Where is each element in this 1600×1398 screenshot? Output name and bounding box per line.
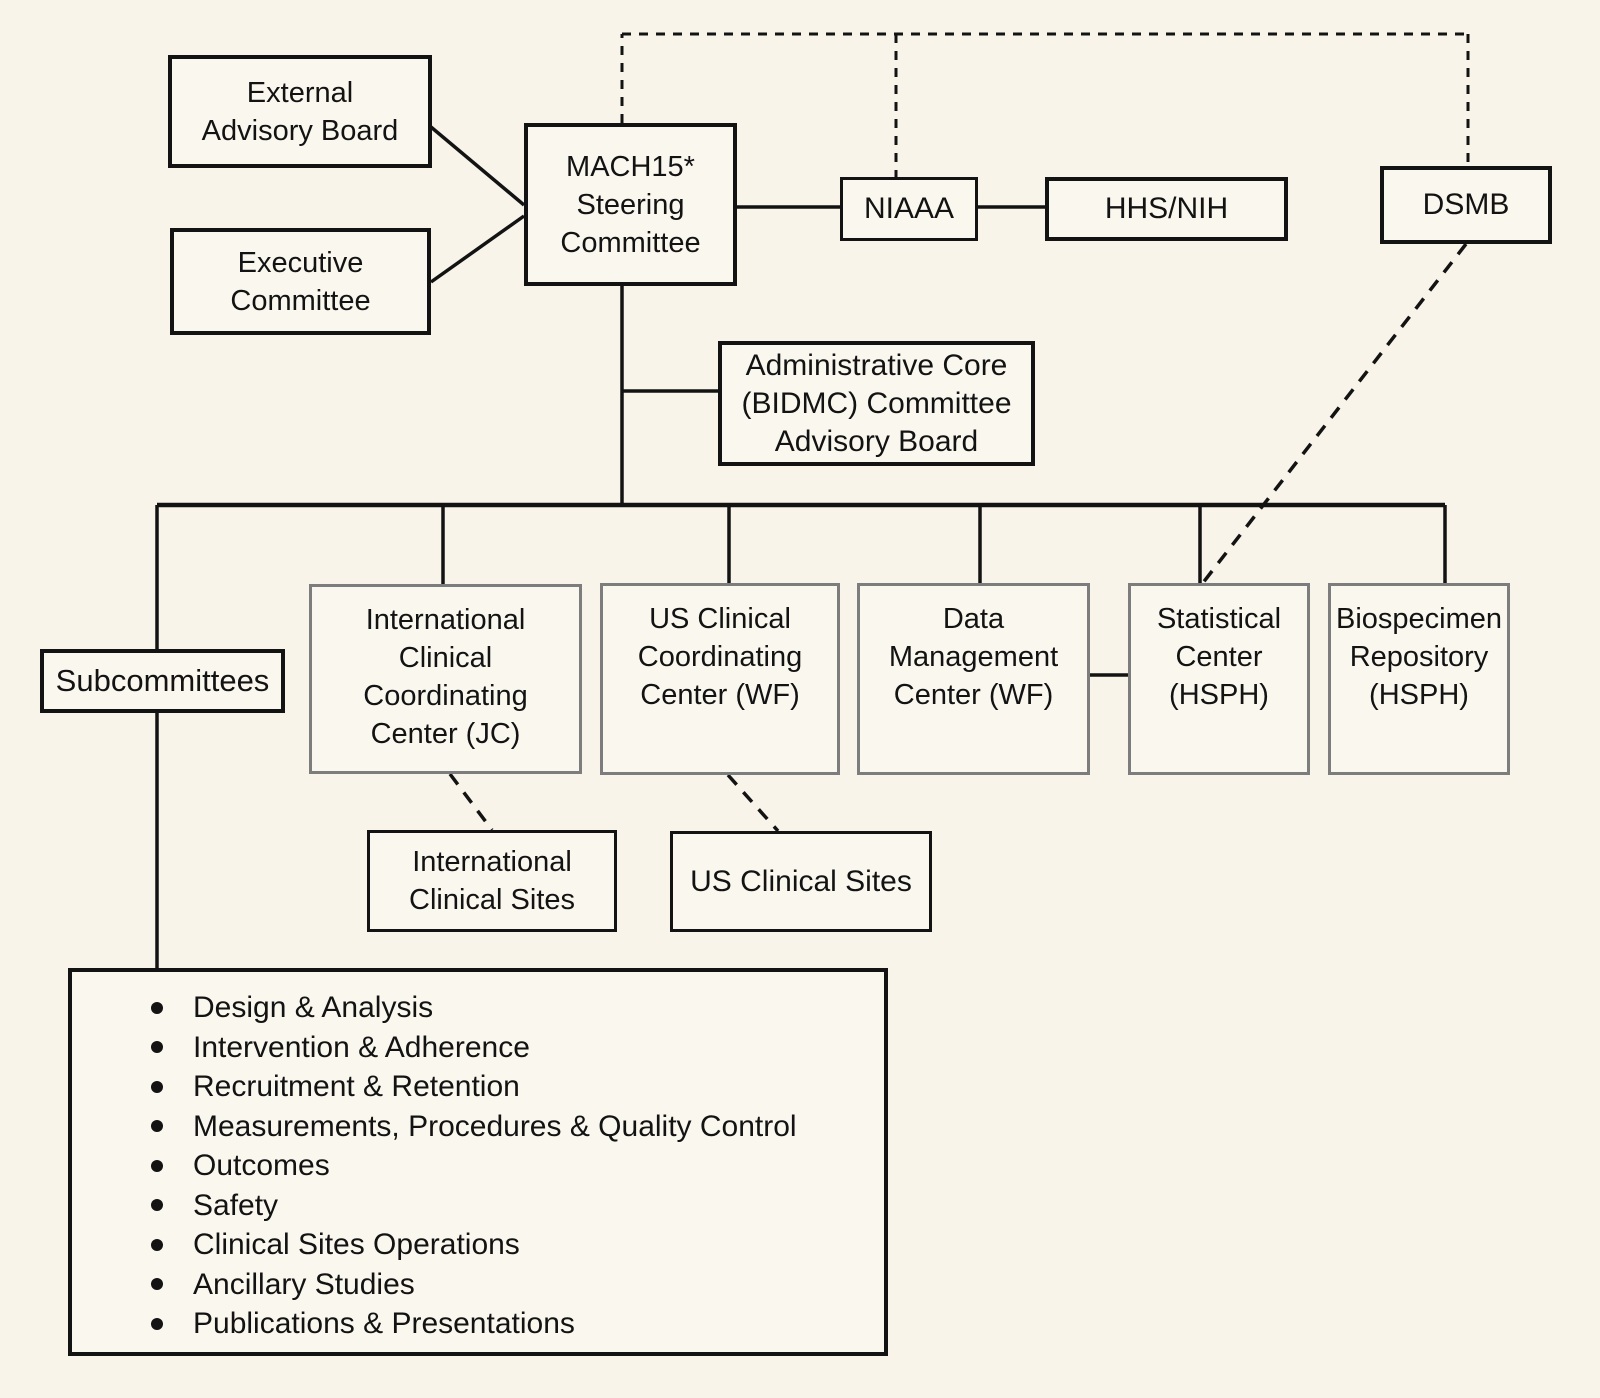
- connector-executive-to-steering: [431, 216, 524, 282]
- node-subcommittees: [40, 649, 285, 713]
- bullet-icon: [151, 1278, 163, 1290]
- subcommittee-list: [72, 972, 884, 1344]
- node-label-line: Center (WF): [893, 679, 1054, 711]
- list-item: [151, 1146, 874, 1186]
- node-statistical-center: [1128, 583, 1310, 775]
- node-label-line: US Clinical: [649, 603, 791, 635]
- node-label-line: Steering: [576, 188, 685, 221]
- list-item-label: Publications & Presentations: [193, 1307, 575, 1340]
- node-label-line: US Clinical Sites: [690, 864, 912, 898]
- bullet-icon: [151, 1239, 163, 1251]
- node-label-line: NIAAA: [863, 192, 955, 225]
- node-label-line: HHS/NIH: [1104, 192, 1229, 225]
- node-label-line: Committee: [560, 226, 701, 259]
- list-item: [151, 1028, 874, 1068]
- node-label-line: Statistical: [1156, 603, 1282, 635]
- node-label-line: (HSPH): [1369, 679, 1469, 711]
- node-executive-committee: [170, 228, 431, 335]
- list-item-label: Recruitment & Retention: [193, 1070, 520, 1103]
- node-label-line: Data: [942, 603, 1005, 635]
- node-subcommittee-list-box: [68, 968, 888, 1356]
- list-item: [151, 1186, 874, 1226]
- node-label-line: External: [246, 76, 354, 109]
- list-item-label: Safety: [193, 1188, 279, 1222]
- node-label-line: (BIDMC) Committee: [741, 386, 1012, 420]
- node-us-clinical-sites: [670, 831, 932, 932]
- node-label-line: DSMB: [1422, 188, 1510, 221]
- list-item: [151, 1067, 874, 1107]
- dashed-us-ccc-to-us-sites: [728, 775, 778, 831]
- node-international-clinical-coordinating-center: [309, 584, 582, 774]
- list-item: [151, 1225, 874, 1265]
- node-label-line: Clinical Sites: [409, 884, 575, 916]
- node-label-line: International: [412, 846, 572, 878]
- node-international-clinical-sites: [367, 830, 617, 932]
- list-item: [151, 988, 874, 1028]
- node-label-line: Center (JC): [370, 718, 521, 750]
- list-item-label: Clinical Sites Operations: [193, 1228, 520, 1261]
- list-item-label: Measurements, Procedures & Quality Control: [193, 1109, 797, 1143]
- node-label-line: Administrative Core: [745, 348, 1008, 382]
- node-label-line: Repository: [1349, 641, 1489, 673]
- node-label-line: Executive: [237, 246, 364, 279]
- bullet-icon: [151, 1081, 163, 1093]
- node-administrative-core: [718, 341, 1035, 466]
- bullet-icon: [151, 1041, 163, 1053]
- list-item-label: Intervention & Adherence: [193, 1030, 530, 1064]
- bullet-icon: [151, 1002, 163, 1014]
- node-label-line: Center: [1175, 641, 1263, 673]
- dashed-intl-ccc-to-intl-sites: [450, 774, 492, 830]
- node-niaaa: [840, 177, 978, 241]
- list-item-label: Design & Analysis: [193, 991, 434, 1024]
- list-item: [151, 1304, 874, 1344]
- node-external-advisory-board: [168, 55, 432, 168]
- list-item: [151, 1107, 874, 1147]
- node-us-clinical-coordinating-center: [600, 583, 840, 775]
- node-label-line: Clinical: [398, 642, 493, 674]
- list-item: [151, 1265, 874, 1305]
- node-label-line: Advisory Board: [774, 424, 979, 458]
- node-label-line: Subcommittees: [55, 663, 270, 698]
- dashed-dsmb-to-stat-center: [1202, 244, 1466, 584]
- node-dsmb: [1380, 166, 1552, 244]
- bullet-icon: [151, 1199, 163, 1211]
- node-label-line: International: [365, 604, 526, 636]
- bullet-icon: [151, 1318, 163, 1330]
- list-item-label: Ancillary Studies: [193, 1267, 415, 1301]
- node-label-line: (HSPH): [1169, 679, 1269, 711]
- node-mach15-steering-committee: [524, 123, 737, 286]
- node-label-line: Center (WF): [640, 679, 800, 711]
- node-label-line: Management: [888, 641, 1059, 673]
- node-label-line: Coordinating: [363, 680, 528, 712]
- node-label-line: Advisory Board: [201, 114, 399, 147]
- node-biospecimen-repository: [1328, 583, 1510, 775]
- node-label-line: Biospecimen: [1335, 603, 1503, 635]
- node-label-line: MACH15*: [566, 150, 695, 183]
- node-data-management-center: [857, 583, 1090, 775]
- node-hhs-nih: [1045, 177, 1288, 241]
- bullet-icon: [151, 1120, 163, 1132]
- node-label-line: Committee: [230, 284, 371, 317]
- bullet-icon: [151, 1160, 163, 1172]
- list-item-label: Outcomes: [193, 1149, 330, 1182]
- connector-external-advisory-to-steering: [431, 127, 524, 205]
- node-label-line: Coordinating: [637, 641, 803, 673]
